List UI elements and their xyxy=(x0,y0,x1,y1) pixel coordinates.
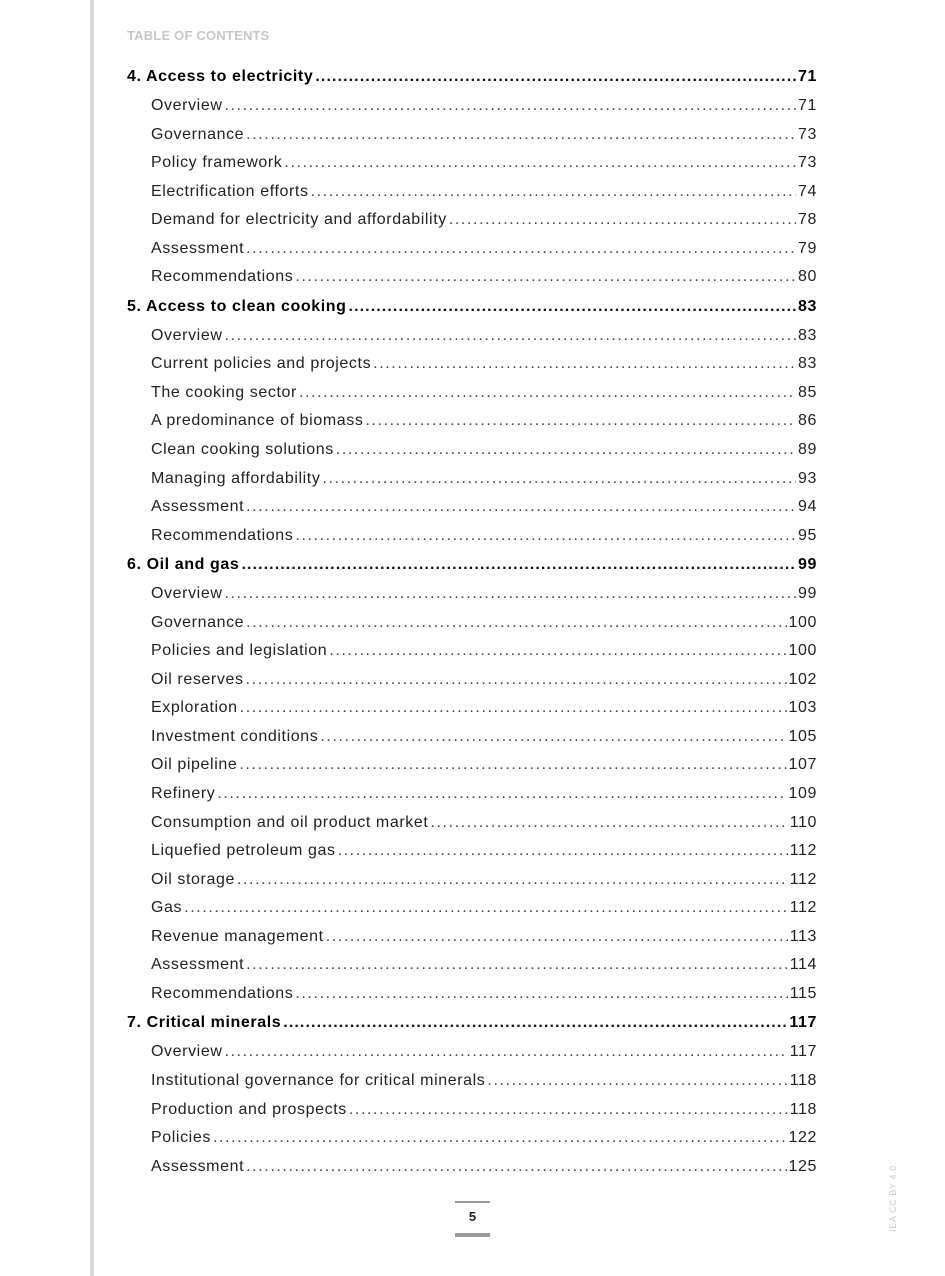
toc-entry-title: Oil pipeline xyxy=(151,756,238,774)
dot-leader xyxy=(246,666,787,695)
toc-section-entry[interactable] xyxy=(127,637,817,666)
toc-entry-title: The cooking sector xyxy=(151,383,297,401)
toc-entry-title: Recommendations xyxy=(151,268,294,286)
toc-entry-title: Demand for electricity and affordability xyxy=(151,211,447,229)
dot-leader xyxy=(224,580,796,609)
dot-leader xyxy=(449,206,796,235)
toc-section-entry[interactable] xyxy=(127,980,817,1009)
toc-entry-title: Liquefied petroleum gas xyxy=(151,842,336,860)
toc-entry-page: 99 xyxy=(798,556,817,574)
toc-entry-page: 83 xyxy=(798,355,817,373)
toc-section-entry[interactable] xyxy=(127,322,817,351)
toc-section-entry[interactable] xyxy=(127,894,817,923)
toc-entry-page: 117 xyxy=(789,1014,817,1032)
toc-entry-page: 112 xyxy=(789,842,817,860)
page-header-title: TABLE OF CONTENTS xyxy=(127,28,270,43)
dot-leader xyxy=(338,837,788,866)
toc-entry-page: 122 xyxy=(788,1129,817,1147)
toc-entry-title: Investment conditions xyxy=(151,727,319,745)
toc-section-entry[interactable] xyxy=(127,780,817,809)
dot-leader xyxy=(430,809,787,838)
toc-section-entry[interactable] xyxy=(127,609,817,638)
toc-entry-title: Policy framework xyxy=(151,154,283,172)
toc-entry-title: Recommendations xyxy=(151,526,294,544)
toc-section-entry[interactable] xyxy=(127,694,817,723)
toc-entry-page: 89 xyxy=(798,441,817,459)
dot-leader xyxy=(373,350,796,379)
dot-leader xyxy=(239,751,786,780)
toc-entry-title: Managing affordability xyxy=(151,469,321,487)
dot-leader xyxy=(295,980,787,1009)
toc-entry-page: 94 xyxy=(798,498,817,516)
toc-entry-title: Gas xyxy=(151,899,183,917)
dot-leader xyxy=(315,62,796,92)
toc-section-entry[interactable] xyxy=(127,580,817,609)
dot-leader xyxy=(246,1153,786,1182)
toc-entry-title: Policies xyxy=(151,1129,211,1147)
dot-leader xyxy=(184,894,788,923)
dot-leader xyxy=(311,178,796,207)
toc-section-entry[interactable] xyxy=(127,92,817,121)
toc-entry-page: 78 xyxy=(798,211,817,229)
toc-section-entry[interactable] xyxy=(127,1038,817,1067)
dot-leader xyxy=(224,1038,787,1067)
toc-section-entry[interactable] xyxy=(127,350,817,379)
toc-section-entry[interactable] xyxy=(127,837,817,866)
toc-entry-page: 105 xyxy=(788,727,817,745)
toc-chapter-entry[interactable] xyxy=(127,292,817,322)
toc-entry-title: Recommendations xyxy=(151,984,294,1002)
toc-entry-title: Consumption and oil product market xyxy=(151,813,429,831)
dot-leader xyxy=(320,723,786,752)
dot-leader xyxy=(349,1096,788,1125)
page-margin-rule xyxy=(90,0,94,1276)
toc-section-entry[interactable] xyxy=(127,379,817,408)
dot-leader xyxy=(237,866,788,895)
dot-leader xyxy=(224,322,796,351)
toc-entry-page: 100 xyxy=(788,613,817,631)
dot-leader xyxy=(322,465,796,494)
toc-chapter-entry[interactable] xyxy=(127,62,817,92)
toc-section-entry[interactable] xyxy=(127,206,817,235)
dot-leader xyxy=(246,121,796,150)
toc-section-entry[interactable] xyxy=(127,121,817,150)
dot-leader xyxy=(295,263,796,292)
toc-section-entry[interactable] xyxy=(127,751,817,780)
toc-entry-title: Current policies and projects xyxy=(151,355,372,373)
dot-leader xyxy=(326,923,788,952)
toc-entry-page: 95 xyxy=(798,526,817,544)
toc-entry-title: Oil reserves xyxy=(151,670,244,688)
toc-entry-title: Assessment xyxy=(151,239,245,257)
toc-entry-title: Overview xyxy=(151,326,223,344)
toc-entry-page: 71 xyxy=(798,68,817,85)
dot-leader xyxy=(336,436,796,465)
dot-leader xyxy=(284,149,796,178)
toc-entry-page: 117 xyxy=(789,1043,817,1061)
toc-entry-page: 93 xyxy=(798,469,817,487)
dot-leader xyxy=(246,235,796,264)
toc-section-entry[interactable] xyxy=(127,493,817,522)
dot-leader xyxy=(487,1067,787,1096)
dot-leader xyxy=(365,407,796,436)
toc-entry-page: 114 xyxy=(789,956,817,974)
toc-entry-title: Overview xyxy=(151,585,223,603)
toc-section-entry[interactable] xyxy=(127,1124,817,1153)
toc-entry-title: Policies and legislation xyxy=(151,642,328,660)
dot-leader xyxy=(295,522,796,551)
toc-entry-title: Refinery xyxy=(151,785,216,803)
toc-entry-page: 83 xyxy=(798,326,817,344)
dot-leader xyxy=(241,550,796,580)
toc-entry-page: 125 xyxy=(788,1157,817,1175)
toc-entry-title: Clean cooking solutions xyxy=(151,441,334,459)
toc-entry-page: 86 xyxy=(798,412,817,430)
toc-entry-title: Overview xyxy=(151,97,223,114)
toc-entry-title: Governance xyxy=(151,125,245,143)
toc-entry-page: 112 xyxy=(789,899,817,917)
toc-section-entry[interactable] xyxy=(127,235,817,264)
toc-entry-page: 112 xyxy=(789,870,817,888)
toc-entry-title: Assessment xyxy=(151,956,245,974)
toc-entry-page: 102 xyxy=(788,670,817,688)
toc-entry-title: 4. Access to electricity xyxy=(127,68,314,85)
toc-entry-title: Electrification efforts xyxy=(151,182,309,200)
toc-section-entry[interactable] xyxy=(127,149,817,178)
toc-entry-title: Oil storage xyxy=(151,870,235,888)
toc-entry-page: 83 xyxy=(798,297,817,315)
dot-leader xyxy=(349,292,796,322)
toc-chapter-entry[interactable] xyxy=(127,550,817,580)
toc-entry-page: 115 xyxy=(789,984,817,1002)
toc-entry-title: Exploration xyxy=(151,699,238,717)
dot-leader xyxy=(329,637,786,666)
toc-entry-title: Institutional governance for critical minerals xyxy=(151,1071,486,1089)
toc-section-entry[interactable] xyxy=(127,1153,817,1182)
toc-section-entry[interactable] xyxy=(127,1096,817,1125)
toc-entry-title: Revenue management xyxy=(151,927,324,945)
toc-section-entry[interactable] xyxy=(127,178,817,207)
toc-section-entry[interactable] xyxy=(127,923,817,952)
toc-entry-page: 99 xyxy=(798,585,817,603)
toc-entry-page: 73 xyxy=(798,154,817,172)
toc-entry-page: 71 xyxy=(798,97,817,114)
toc-section-entry[interactable] xyxy=(127,465,817,494)
dot-leader xyxy=(283,1008,787,1038)
toc-section-entry[interactable] xyxy=(127,1067,817,1096)
toc-entry-title: A predominance of biomass xyxy=(151,412,364,430)
toc-entry-page: 100 xyxy=(788,642,817,660)
table-of-contents xyxy=(127,62,817,1181)
toc-entry-page: 85 xyxy=(798,383,817,401)
toc-entry-title: Assessment xyxy=(151,498,245,516)
toc-entry-page: 109 xyxy=(788,785,817,803)
dot-leader xyxy=(213,1124,787,1153)
toc-chapter-entry[interactable] xyxy=(127,1008,817,1038)
dot-leader xyxy=(217,780,786,809)
toc-entry-page: 74 xyxy=(798,182,817,200)
dot-leader xyxy=(240,694,787,723)
toc-entry-page: 113 xyxy=(789,927,817,945)
toc-entry-page: 73 xyxy=(798,125,817,143)
toc-section-entry[interactable] xyxy=(127,951,817,980)
toc-entry-title: 6. Oil and gas xyxy=(127,556,240,574)
dot-leader xyxy=(246,493,796,522)
toc-entry-page: 80 xyxy=(798,268,817,286)
toc-section-entry[interactable] xyxy=(127,407,817,436)
toc-section-entry[interactable] xyxy=(127,522,817,551)
toc-section-entry[interactable] xyxy=(127,723,817,752)
dot-leader xyxy=(299,379,796,408)
toc-entry-title: 7. Critical minerals xyxy=(127,1014,282,1032)
dot-leader xyxy=(246,609,786,638)
page-number: 5 xyxy=(455,1201,490,1237)
dot-leader xyxy=(224,92,796,121)
toc-entry-page: 103 xyxy=(788,699,817,717)
toc-entry-page: 118 xyxy=(789,1071,817,1089)
toc-entry-title: Assessment xyxy=(151,1157,245,1175)
toc-entry-title: Production and prospects xyxy=(151,1100,347,1118)
toc-entry-page: 107 xyxy=(788,756,817,774)
toc-section-entry[interactable] xyxy=(127,866,817,895)
toc-section-entry[interactable] xyxy=(127,809,817,838)
toc-entry-title: 5. Access to clean cooking xyxy=(127,297,347,315)
toc-section-entry[interactable] xyxy=(127,436,817,465)
dot-leader xyxy=(246,951,788,980)
toc-section-entry[interactable] xyxy=(127,263,817,292)
toc-entry-page: 79 xyxy=(798,239,817,257)
toc-entry-page: 118 xyxy=(789,1100,817,1118)
toc-entry-page: 110 xyxy=(789,813,817,831)
toc-entry-title: Governance xyxy=(151,613,245,631)
toc-section-entry[interactable] xyxy=(127,666,817,695)
license-label: IEA CC BY 4.0. xyxy=(888,1162,898,1232)
toc-entry-title: Overview xyxy=(151,1043,223,1061)
